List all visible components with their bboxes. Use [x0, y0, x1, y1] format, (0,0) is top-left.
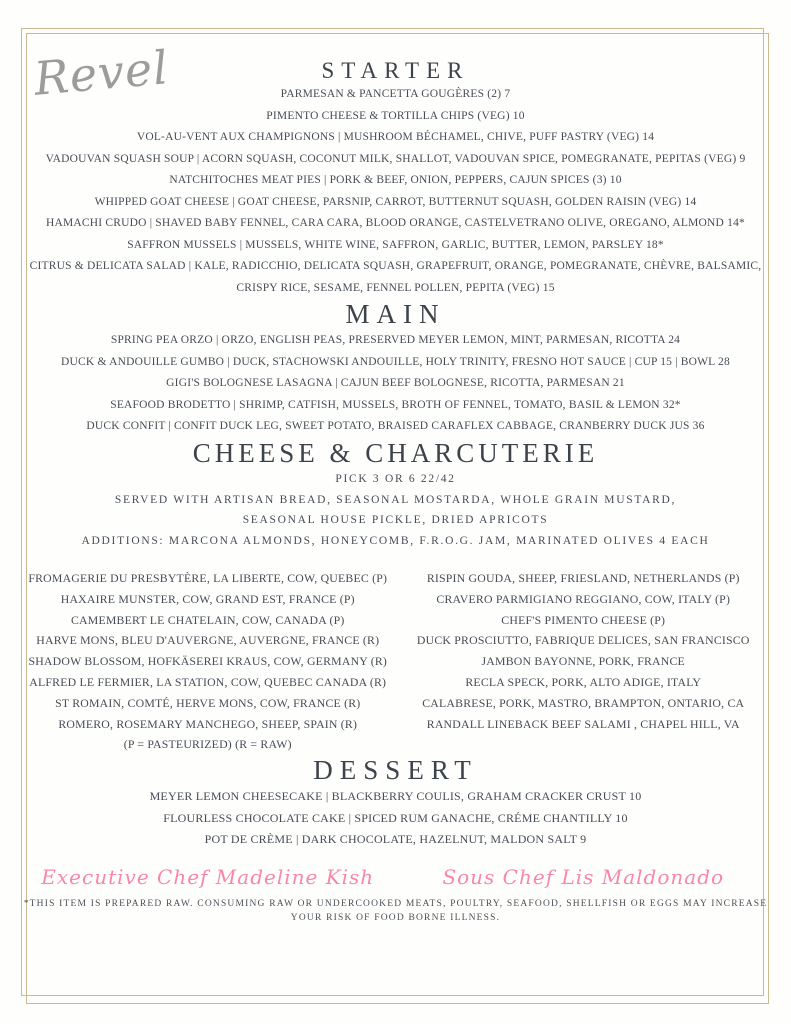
- cheese-column-left: [20, 568, 396, 755]
- cheese-item: SHADOW BLOSSOM, HOFKÄSEREI KRAUS, COW, GERMANY (R): [28, 654, 388, 669]
- revel-logo: Revel: [31, 40, 171, 106]
- starter-heading: STARTER: [321, 58, 470, 83]
- charcuterie-item: CALABRESE, PORK, MASTRO, BRAMPTON, ONTARIO, CA: [422, 695, 745, 710]
- section-main: [20, 299, 771, 438]
- menu-item: CITRUS & DELICATA SALAD | KALE, RADICCHIO, DELICATA SQUASH, GRAPEFRUIT, ORANGE, POMEGRANATE, CHÈVRE, BALSAMIC, CRISPY RICE, SESAME, FENNEL POLLEN, PEPITA (VEG) 15: [29, 260, 762, 294]
- charcuterie-item: JAMBON BAYONNE, PORK, FRANCE: [481, 654, 685, 669]
- menu-item: PIMENTO CHEESE & TORTILLA CHIPS (VEG) 10: [266, 109, 525, 122]
- section-dessert: [20, 755, 771, 851]
- cheese-intro-lines: [20, 469, 771, 551]
- main-heading: MAIN: [345, 299, 446, 330]
- menu-item: VOL-AU-VENT AUX CHAMPIGNONS | MUSHROOM BÉCHAMEL, CHIVE, PUFF PASTRY (VEG) 14: [136, 131, 655, 144]
- cheese-item: ROMERO, ROSEMARY MANCHEGO, SHEEP, SPAIN (R): [58, 716, 358, 731]
- charcuterie-item: CHEF'S PIMENTO CHEESE (P): [501, 612, 666, 627]
- cheese-intro-line: SERVED WITH ARTISAN BREAD, SEASONAL MOSTARDA, WHOLE GRAIN MUSTARD,: [114, 493, 677, 506]
- charcuterie-item: CRAVERO PARMIGIANO REGGIANO, COW, ITALY (P): [436, 591, 731, 606]
- menu-item: WHIPPED GOAT CHEESE | GOAT CHEESE, PARSNIP, CARROT, BUTTERNUT SQUASH, GOLDEN RAISIN (VEG) 14: [94, 195, 697, 208]
- section-starter: [20, 58, 771, 299]
- menu-item: DUCK CONFIT | CONFIT DUCK LEG, SWEET POTATO, BRAISED CARAFLEX CABBAGE, CRANBERRY DUCK JUS 36: [86, 420, 705, 433]
- menu-item: SPRING PEA ORZO | ORZO, ENGLISH PEAS, PRESERVED MEYER LEMON, MINT, PARMESAN, RICOTTA 24: [110, 334, 681, 347]
- menu-item: POT DE CRÈME | DARK CHOCOLATE, HAZELNUT, MALDON SALT 9: [204, 832, 587, 847]
- sous-chef-name: Sous Chef Lis Maldonado: [442, 864, 725, 889]
- charcuterie-item: RISPIN GOUDA, SHEEP, FRIESLAND, NETHERLANDS (P): [426, 571, 740, 586]
- raw-food-disclaimer: *THIS ITEM IS PREPARED RAW. CONSUMING RAW OR UNDERCOOKED MEATS, POULTRY, SEAFOOD, SHELLFISH OR EGGS MAY INCREASE YOUR RISK OF FOOD BORNE ILLNESS.: [23, 898, 768, 923]
- cheese-item: CAMEMBERT LE CHATELAIN, COW, CANADA (P): [70, 612, 345, 627]
- cheese-intro-line: SEASONAL HOUSE PICKLE, DRIED APRICOTS: [242, 514, 549, 527]
- cheese-item: HARVE MONS, BLEU D'AUVERGNE, AUVERGNE, FRANCE (R): [36, 633, 380, 648]
- section-cheese-charcuterie: [20, 438, 771, 755]
- charcuterie-item: DUCK PROSCIUTTO, FABRIQUE DELICES, SAN FRANCISCO: [416, 633, 750, 648]
- starter-items: [20, 84, 771, 299]
- charcuterie-item: RECLA SPECK, PORK, ALTO ADIGE, ITALY: [465, 675, 702, 690]
- menu-item: PARMESAN & PANCETTA GOUGÈRES (2) 7: [280, 88, 511, 101]
- cheese-item: (P = PASTEURIZED) (R = RAW): [123, 737, 292, 752]
- cheese-item: HAXAIRE MUNSTER, COW, GRAND EST, FRANCE (P): [60, 591, 355, 606]
- menu-item: FLOURLESS CHOCOLATE CAKE | SPICED RUM GANACHE, CRÉME CHANTILLY 10: [163, 810, 628, 825]
- cheese-heading: CHEESE & CHARCUTERIE: [192, 437, 599, 468]
- charcuterie-item: RANDALL LINEBACK BEEF SALAMI , CHAPEL HILL, VA: [426, 716, 740, 731]
- menu-item: MEYER LEMON CHEESECAKE | BLACKBERRY COULIS, GRAHAM CRACKER CRUST 10: [149, 789, 642, 804]
- chefs-row: [20, 865, 771, 889]
- menu-content: [20, 0, 771, 925]
- menu-item: VADOUVAN SQUASH SOUP | ACORN SQUASH, COCONUT MILK, SHALLOT, VADOUVAN SPICE, POMEGRANATE, PEPITAS (VEG) 9: [45, 152, 746, 165]
- menu-item: SEAFOOD BRODETTO | SHRIMP, CATFISH, MUSSELS, BROTH OF FENNEL, TOMATO, BASIL & LEMON 32*: [110, 398, 681, 411]
- menu-item: SAFFRON MUSSELS | MUSSELS, WHITE WINE, SAFFRON, GARLIC, BUTTER, LEMON, PARSLEY 18*: [127, 238, 664, 251]
- cheese-item: FROMAGERIE DU PRESBYTÈRE, LA LIBERTE, COW, QUEBEC (P): [28, 571, 388, 586]
- menu-item: DUCK & ANDOUILLE GUMBO | DUCK, STACHOWSKI ANDOUILLE, HOLY TRINITY, FRESNO HOT SAUCE | CUP 15 | BOWL 28: [61, 355, 730, 368]
- cheese-columns: [20, 568, 771, 755]
- dessert-items: [20, 786, 771, 851]
- cheese-column-right: [396, 568, 772, 755]
- cheese-item: ST ROMAIN, COMTÉ, HERVE MONS, COW, FRANCE (R): [55, 695, 361, 710]
- cheese-intro-line: ADDITIONS: MARCONA ALMONDS, HONEYCOMB, F.R.O.G. JAM, MARINATED OLIVES 4 EACH: [81, 534, 710, 547]
- executive-chef-name: Executive Chef Madeline Kish: [41, 864, 375, 889]
- main-items: [20, 330, 771, 438]
- cheese-intro-line: PICK 3 OR 6 22/42: [335, 473, 456, 486]
- menu-item: GIGI'S BOLOGNESE LASAGNA | CAJUN BEEF BOLOGNESE, RICOTTA, PARMESAN 21: [166, 377, 625, 390]
- dessert-heading: DESSERT: [313, 755, 478, 786]
- cheese-item: ALFRED LE FERMIER, LA STATION, COW, QUEBEC CANADA (R): [29, 675, 387, 690]
- menu-item: NATCHITOCHES MEAT PIES | PORK & BEEF, ONION, PEPPERS, CAJUN SPICES (3) 10: [169, 174, 622, 187]
- menu-item: HAMACHI CRUDO | SHAVED BABY FENNEL, CARA CARA, BLOOD ORANGE, CASTELVETRANO OLIVE, OREGANO, ALMOND 14*: [45, 217, 745, 230]
